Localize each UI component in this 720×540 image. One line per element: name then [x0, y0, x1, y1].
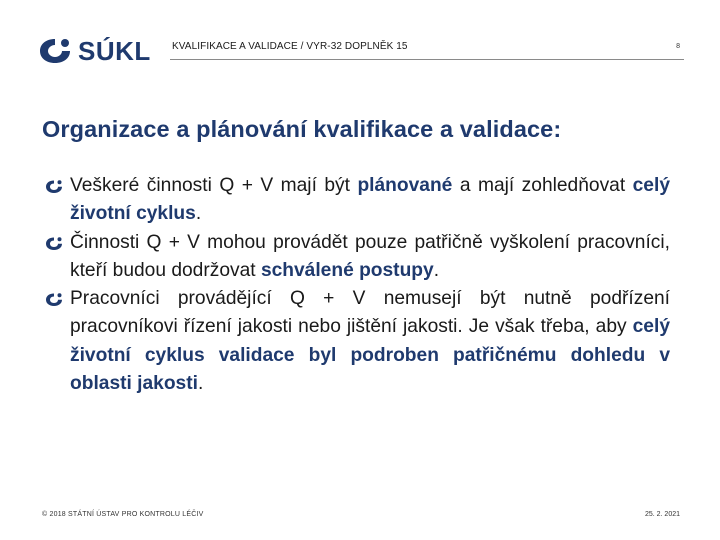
- footer-date: 25. 2. 2021: [644, 511, 680, 518]
- sukl-bullet-icon: [44, 292, 64, 307]
- sukl-logo-icon: [36, 36, 74, 66]
- emphasis-text: celý životní cyklus validace byl podroben patřičnému dohledu v oblasti jakosti: [70, 316, 670, 395]
- bullet-list: [44, 172, 670, 398]
- bullet-item: [44, 172, 670, 229]
- bullet-text: Veškeré činnosti Q + V mají být: [70, 175, 358, 196]
- bullet-text: Pracovníci provádějící Q + V nemusejí být nutně podřízení pracovníkovi řízení jakosti nebo jištění jakosti. Je však třeba, aby: [70, 288, 670, 338]
- sukl-bullet-icon: [44, 236, 64, 251]
- bullet-item: [44, 285, 670, 398]
- bullet-text: Činnosti Q + V mohou provádět pouze patřičně vyškolení pracovníci, kteří budou dodržovat: [70, 231, 670, 281]
- header-divider: [170, 59, 684, 60]
- emphasis-text: plánované: [357, 175, 453, 196]
- sukl-bullet-icon: [44, 179, 64, 194]
- bullet-text: .: [195, 203, 202, 225]
- header-title: KVALIFIKACE A VALIDACE / VYR-32 DOPLNĚK 15: [172, 41, 408, 52]
- sukl-logo: [36, 34, 151, 68]
- footer-copyright: © 2018 STÁTNÍ ÚSTAV PRO KONTROLU LÉČIV: [42, 511, 204, 518]
- emphasis-text: celý životní cyklus: [70, 175, 670, 225]
- logo-text: SÚKL: [78, 36, 151, 66]
- emphasis-text: schválené postupy: [260, 259, 434, 281]
- bullet-text: .: [197, 373, 204, 395]
- bullet-text: .: [433, 259, 440, 281]
- bullet-text: a mají zohledňovat: [452, 175, 633, 196]
- page-number: 8: [676, 43, 680, 50]
- slide-title: Organizace a plánování kvalifikace a validace:: [42, 116, 562, 142]
- bullet-item: [44, 229, 670, 286]
